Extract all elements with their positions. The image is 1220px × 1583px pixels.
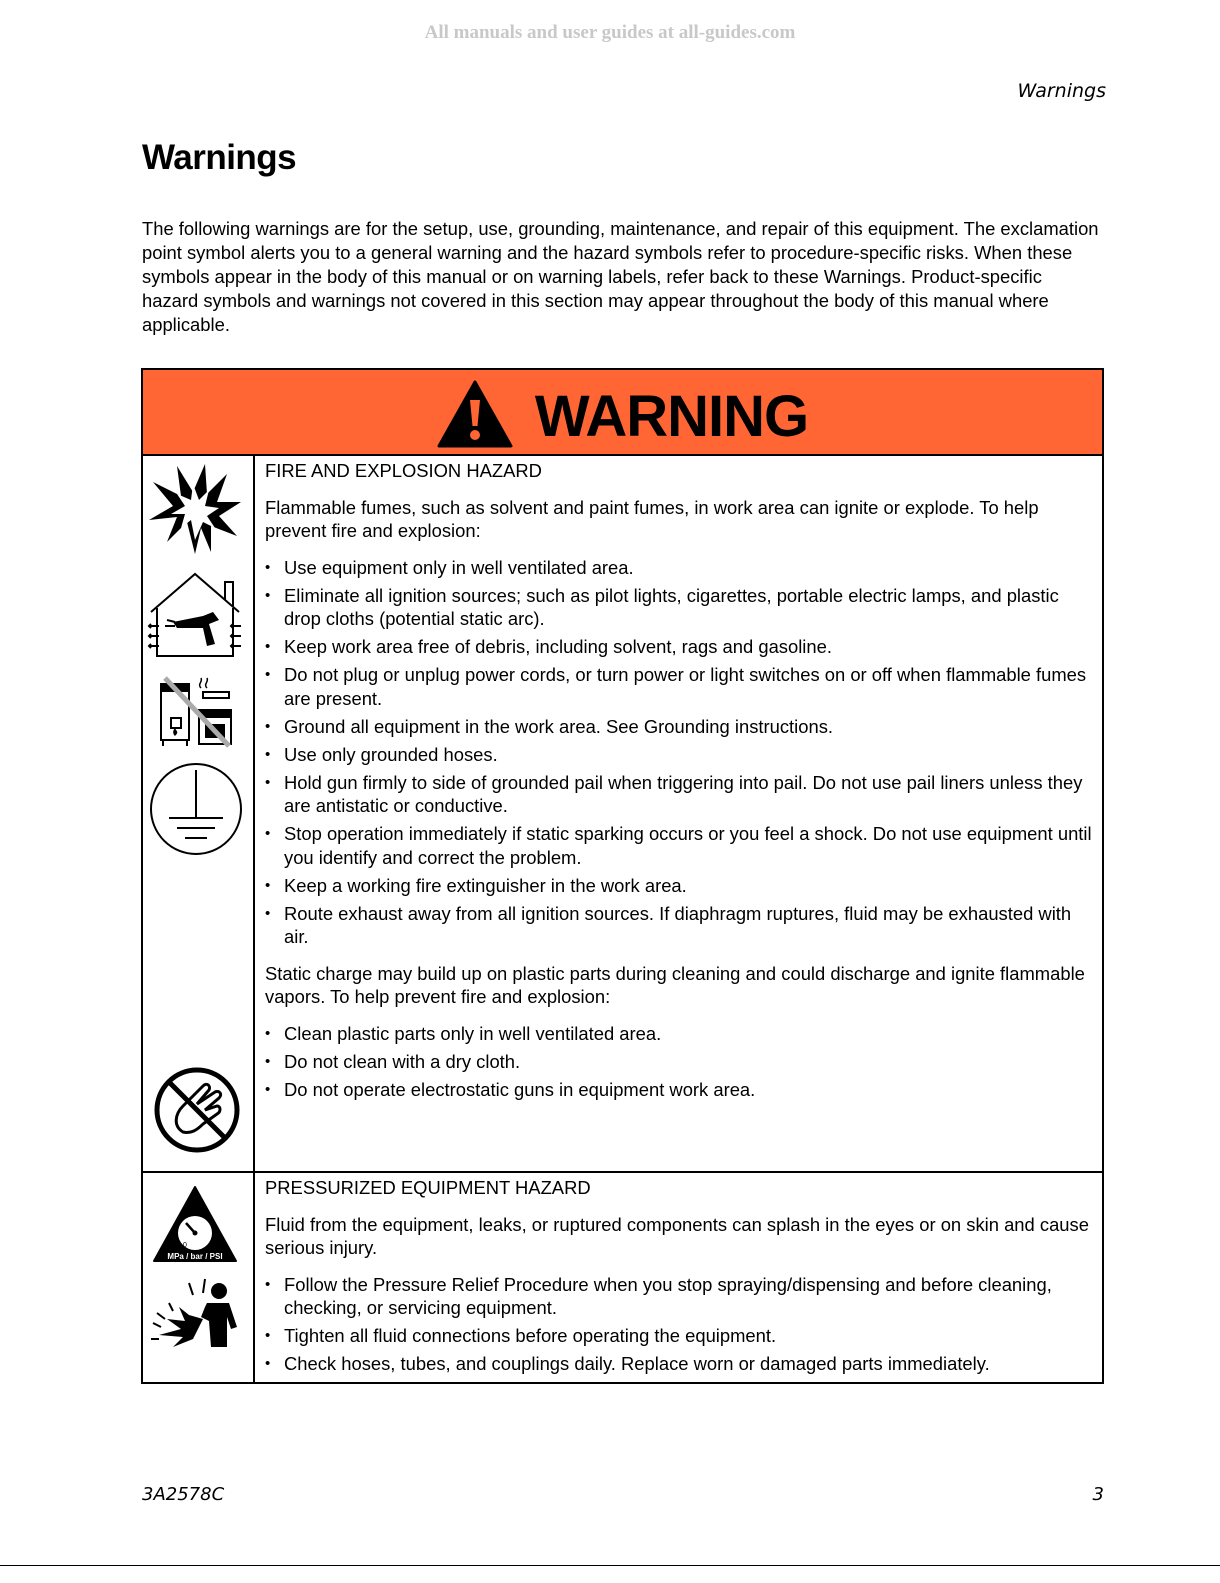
pressure-gauge-icon — [152, 1185, 238, 1263]
pressure-item-text: Follow the — [284, 1273, 368, 1295]
static-charge-lead: Static charge may build up on plastic parts during cleaning and could discharge and ignite flammable vapors. To help prevent fire and explosion: — [265, 962, 1085, 1007]
list-item: • Use only grounded hoses. — [265, 743, 1092, 767]
warning-label: WARNING — [534, 383, 809, 449]
work-area-term: work area — [713, 496, 795, 518]
skin-injection-icon — [149, 1277, 243, 1349]
list-item: • Eliminate all ignition sources; such as pilot lights, cigarettes, portable electric lamps, and plastic drop cloths (potential static arc). — [265, 584, 1092, 631]
fire-hazard-title: FIRE AND EXPLOSION HAZARD — [265, 460, 542, 481]
page-number: 3 — [1092, 1484, 1104, 1505]
document-number: 3A2578C — [142, 1484, 225, 1505]
ignition-sources-icon — [157, 676, 237, 748]
warning-table — [141, 368, 1104, 1384]
pressure-hazard-row — [143, 1173, 1102, 1382]
list-item: • Check hoses, tubes, and couplings daily. Replace worn or damaged parts immediately. — [265, 1352, 1092, 1376]
list-item: • Route exhaust away from all ignition sources. If diaphragm ruptures, fluid may be exhausted with air. — [265, 902, 1092, 949]
page-title: Warnings — [142, 138, 297, 177]
list-item: • Do not clean with a dry cloth. — [265, 1050, 1092, 1074]
grounding-link[interactable]: Grounding — [643, 715, 730, 737]
explosion-icon — [147, 462, 243, 556]
watermark: All manuals and user guides at all-guides.com — [424, 22, 796, 43]
house-spray-gun-icon — [147, 570, 243, 662]
gauge-zero-label: 0 — [183, 1242, 187, 1249]
ground-item-text: Ground all equipment in the work area. See — [284, 715, 639, 737]
stop-operation-term: Stop operation immediately — [284, 823, 507, 844]
list-item — [265, 1273, 1092, 1320]
list-item — [265, 822, 1092, 869]
pressure-hazard-list — [265, 1273, 1092, 1376]
pressure-item-text-2: when you stop spraying/dispensing and before cleaning, checking, or servicing equipment. — [284, 1273, 1052, 1318]
list-item: • Keep work area free of debris, including solvent, rags and gasoline. — [265, 635, 1092, 659]
fire-hazard-row — [143, 456, 1102, 1173]
running-head: Warnings — [1017, 80, 1106, 102]
list-item: • Tighten all fluid connections before operating the equipment. — [265, 1324, 1092, 1348]
fire-hazard-content — [255, 456, 1102, 1171]
list-item: • Clean plastic parts only in well ventilated area. — [265, 1022, 1092, 1046]
no-dry-cloth-icon — [153, 1066, 241, 1154]
fire-lead-text-2: can ignite or explode. To help prevent fire and explosion: — [265, 496, 1039, 541]
pressure-hazard-title: PRESSURIZED EQUIPMENT HAZARD — [265, 1177, 591, 1198]
list-item — [265, 715, 1092, 739]
ground-item-text-2: instructions. — [734, 715, 834, 737]
list-item: • Do not operate electrostatic guns in equipment work area. — [265, 1078, 1092, 1102]
gauge-units-label: MPa / bar / PSI — [167, 1252, 223, 1261]
warning-triangle-icon — [437, 380, 513, 448]
intro-paragraph: The following warnings are for the setup, use, grounding, maintenance, and repair of this equipment. The exclamation point symbol alerts you to a general warning and the hazard symbols refer to procedure-specific risks. When these symbols appear in the body of this manual or on warning labels, refer back to these Warnings. Product-specific hazard symbols and warnings not covered in this section may appear throughout the body of this manual where applicable. — [142, 218, 1099, 335]
list-item: • Hold gun firmly to side of grounded pail when triggering into pail. Do not use pail liners unless they are antistatic or conductive. — [265, 771, 1092, 818]
pressure-hazard-icons — [143, 1173, 255, 1382]
fire-lead-text: Flammable fumes, such as solvent and paint fumes, in — [265, 496, 709, 518]
fire-hazard-icons — [143, 456, 255, 1171]
pressure-hazard-lead: Fluid from the equipment, leaks, or ruptured components can splash in the eyes or on skin and cause serious injury. — [265, 1213, 1089, 1258]
list-item: • Do not plug or unplug power cords, or turn power or light switches on or off when flammable fumes are present. — [265, 663, 1092, 710]
bottom-divider — [0, 1565, 1220, 1566]
fire-hazard-lead — [265, 496, 1092, 543]
stop-item-text: if static sparking occurs or you feel a shock. Do not use equipment until you identify and correct the problem. — [284, 823, 1092, 868]
list-item: • Keep a working fire extinguisher in the work area. — [265, 874, 1092, 898]
list-item: • Use equipment only in well ventilated area. — [265, 556, 1092, 580]
warning-banner — [143, 370, 1102, 456]
pressure-relief-procedure-link[interactable]: Pressure Relief Procedure — [372, 1273, 589, 1295]
pressure-hazard-content — [255, 1173, 1102, 1382]
ground-icon — [149, 762, 243, 856]
static-charge-list — [265, 1022, 1092, 1102]
fire-hazard-list — [265, 556, 1092, 949]
